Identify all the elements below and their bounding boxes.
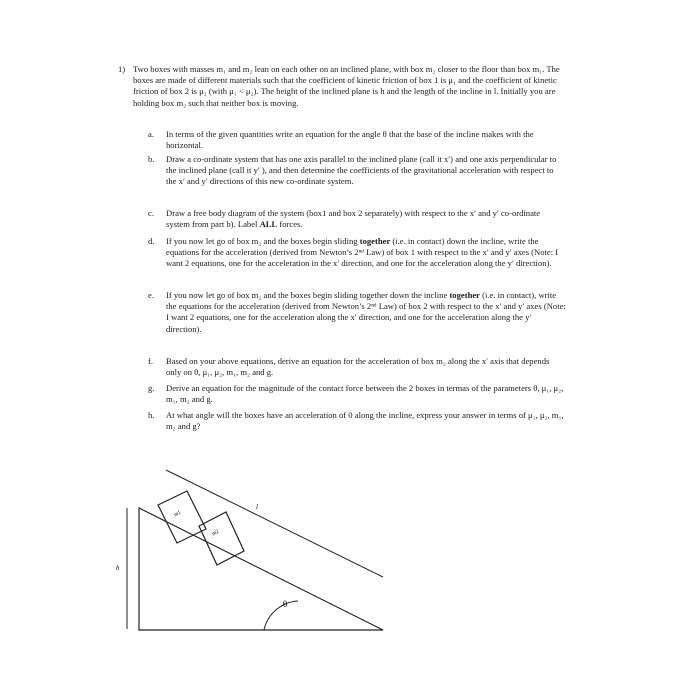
part-text: If you now let go of box m₂ and the boxes begin sliding together (i.e. in contact) down the incline, write the equations for the acceleration (derived from Newton’s 2ⁿᵈ Law) of box 1 with respect to the x′ and y′ axes (Note: I want 2 equations, one for the acceleration in the x′ direction, and one for the acceleration along the y′ direction). [166, 236, 559, 269]
part-label: h. [148, 410, 155, 420]
part-label: e. [148, 290, 154, 300]
angle-label: θ [282, 599, 288, 609]
part-label: a. [148, 129, 154, 139]
inclined-plane [139, 508, 383, 630]
part-text: Draw a co-ordinate system that has one axis parallel to the inclined plane (call it x′) and one axis perpendicular to the inclined plane (call it y′ ), and then determine the coefficients of the gravitational acceleration with respect to the x′ and y′ directions of this new co-ordinate system. [166, 154, 557, 187]
part-label: f. [148, 356, 154, 366]
part-text: Draw a free body diagram of the system (box1 and box 2 separately) with respect to the x′ and y′ co-ordinate system from part b). Label ALL forces. [166, 208, 541, 230]
question-intro: Two boxes with masses m₁ and m₂ lean on each other on an inclined plane, with box m₂ closer to the floor than box m₁. The boxes are made of different materials such that the coefficient of kinetic friction of box 1 is μ₁ and the coefficient of kinetic friction of box 2 is μ₂ (with μ₁ < μ₂). The height of the inclined plane is h and the length of the incline in l. Initially you are holding box m₂ such that neither box is moving. [133, 64, 560, 108]
part-text: At what angle will the boxes have an acceleration of 0 along the incline, express your answer in terms of μ₁, μ₂, m₁, m₂ and g? [166, 410, 564, 432]
part-label: d. [148, 236, 155, 246]
question-number: 1) [118, 64, 126, 74]
height-label: h [116, 564, 120, 572]
box-m2-label: m2 [211, 528, 221, 538]
length-label: l [256, 503, 258, 511]
part-label: g. [148, 383, 155, 393]
part-label: c. [148, 208, 154, 218]
box-m1 [158, 491, 206, 543]
part-text: Derive an equation for the magnitude of the contact force between the 2 boxes in termas of the parameters θ, μ₁, μ₂, m₁, m₂ and g. [166, 383, 564, 405]
part-label: b. [148, 154, 155, 164]
part-text: If you now let go of box m₂ and the boxes begin sliding together down the incline together (i.e. in contact), write the equations for the acceleration (derived from Newton’s 2ⁿᵈ Law) of box 2 with respect to the x′ and y′ axes (Note: I want 2 equations, one for the acceleration along the x′ direction, and one for the acceleration along the y′ direction). [166, 290, 566, 334]
part-text: Based on your above equations, derive an equation for the acceleration of box m₂ along the x′ axis that depends only on θ, μ₁, μ₂, m₁, m₂ and g. [166, 356, 550, 378]
incline-length-line [166, 470, 383, 577]
angle-arc [264, 601, 298, 630]
part-text: In terms of the given quantities write an equation for the angle θ that the base of the incline makes with the horizontal. [166, 129, 534, 151]
box-m1-label: m1 [173, 509, 183, 519]
